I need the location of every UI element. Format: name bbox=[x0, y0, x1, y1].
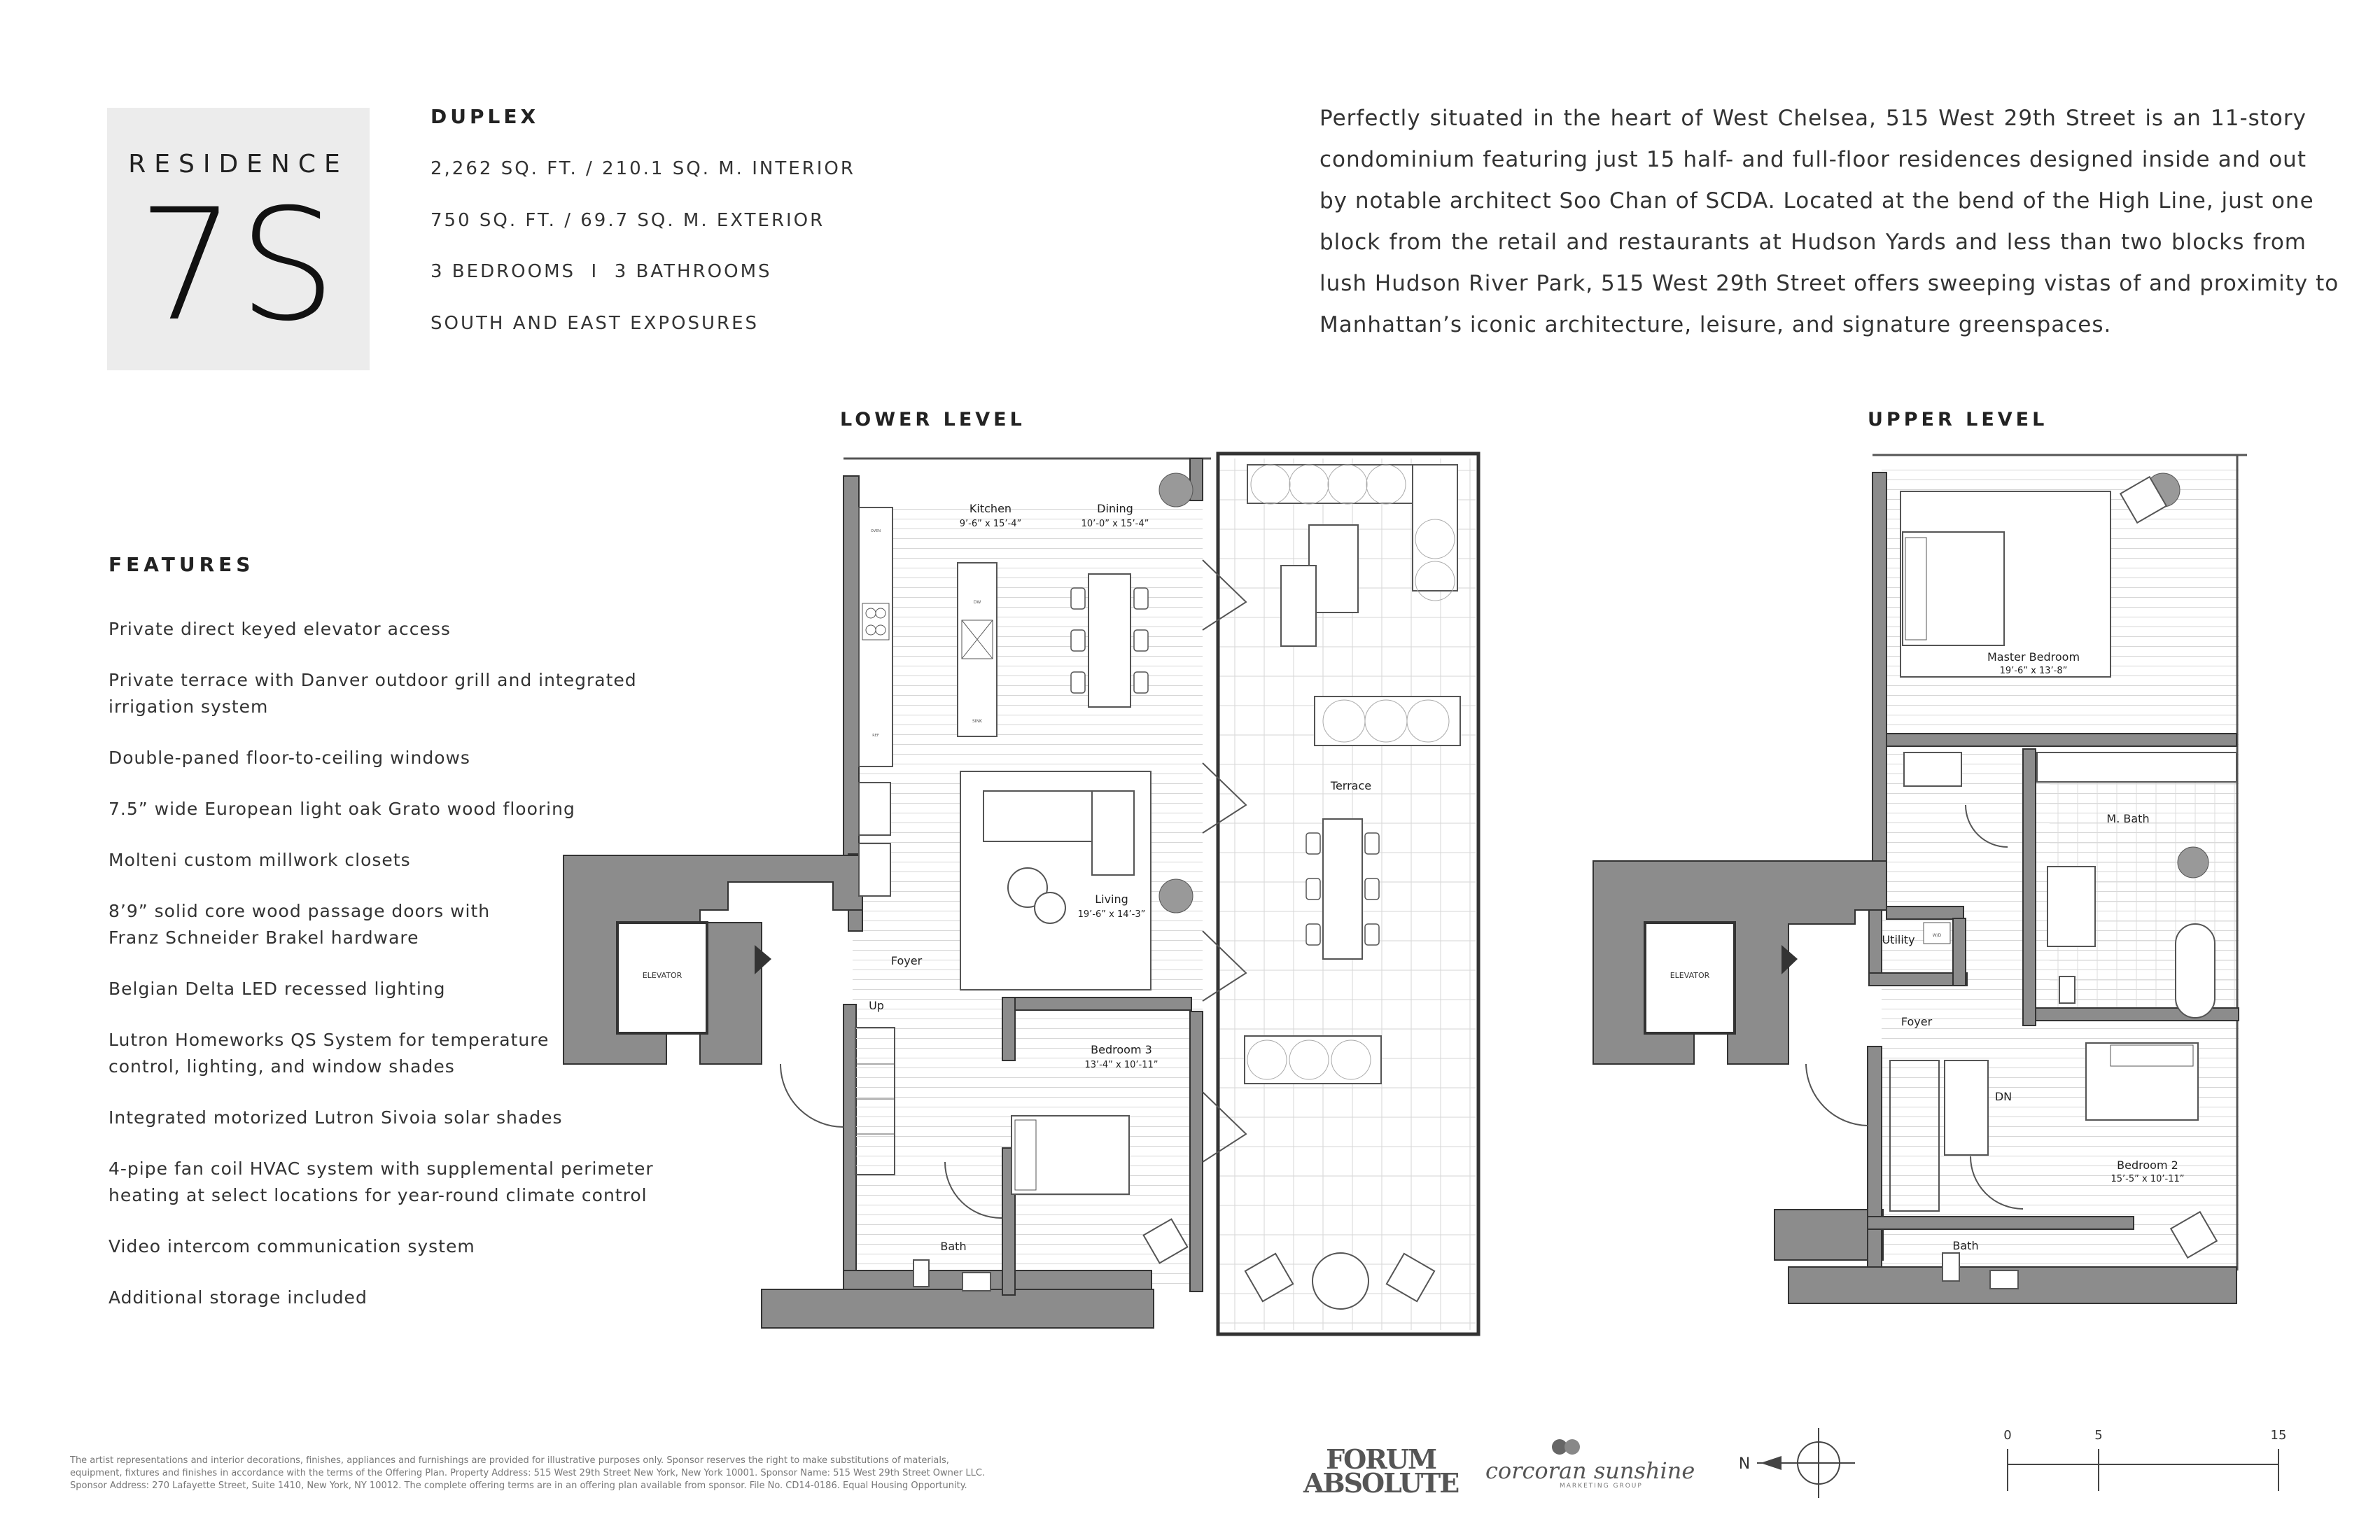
svg-text:15: 15 bbox=[2270, 1428, 2287, 1443]
living-label: Living bbox=[1095, 892, 1128, 906]
corcoran-logo-mark bbox=[1550, 1438, 1581, 1455]
svg-text:OVEN: OVEN bbox=[870, 529, 881, 533]
feature-line: Double-paned floor-to-ceiling windows bbox=[108, 748, 470, 768]
upper-elevator-label: ELEVATOR bbox=[1670, 971, 1710, 980]
bathtub bbox=[2176, 924, 2215, 1018]
entry-arrow-icon bbox=[755, 945, 771, 974]
residence-label: RESIDENCE bbox=[128, 150, 349, 178]
dn-label: DN bbox=[1994, 1090, 2012, 1103]
feature-line: Belgian Delta LED recessed lighting bbox=[108, 979, 446, 999]
upper-bath-label: Bath bbox=[1952, 1239, 1979, 1252]
bedroom2-label: Bedroom 2 bbox=[2117, 1158, 2178, 1172]
residence-number: 7S bbox=[137, 176, 340, 355]
feature-line: heating at select locations for year-round climate control bbox=[108, 1185, 648, 1205]
lower-level-plan bbox=[564, 454, 1478, 1334]
kitchen-island bbox=[958, 563, 997, 736]
intro-line: lush Hudson River Park, 515 West 29th Street offers sweeping vistas of and proximity to bbox=[1320, 271, 2339, 296]
corcoran-sunshine-logo: corcoran sunshine bbox=[1485, 1457, 1695, 1484]
svg-text:5: 5 bbox=[2094, 1428, 2103, 1443]
spec-exterior: 750 SQ. FT. / 69.7 SQ. M. EXTERIOR bbox=[430, 210, 825, 231]
living-dim: 19’-6” x 14’-3” bbox=[1077, 909, 1146, 920]
intro-line: by notable architect Soo Chan of SCDA. Located at the bend of the High Line, just one bbox=[1320, 188, 2314, 214]
svg-text:DW: DW bbox=[973, 600, 981, 605]
master-label: Master Bedroom bbox=[1987, 650, 2080, 664]
spec-exposures: SOUTH AND EAST EXPOSURES bbox=[430, 313, 759, 334]
forum-absolute-logo: FORUM ABSOLUTE bbox=[1303, 1443, 1459, 1499]
svg-text:REF: REF bbox=[872, 734, 879, 738]
feature-line: Video intercom communication system bbox=[108, 1236, 475, 1256]
scale-bar bbox=[2003, 1428, 2286, 1491]
feature-line: Private terrace with Danver outdoor grill and integrated bbox=[108, 670, 637, 690]
terrace-label: Terrace bbox=[1330, 779, 1372, 792]
spec-type: DUPLEX bbox=[430, 105, 540, 128]
features-title: FEATURES bbox=[108, 553, 255, 576]
stairs bbox=[855, 1028, 895, 1175]
spec-rooms: 3 BEDROOMS I 3 BATHROOMS bbox=[430, 261, 772, 282]
feature-line: Molteni custom millwork closets bbox=[108, 850, 411, 870]
foyer-label: Foyer bbox=[890, 954, 923, 967]
feature-line: control, lighting, and window shades bbox=[108, 1056, 455, 1077]
utility-label: Utility bbox=[1882, 933, 1915, 946]
terrace-table bbox=[1323, 819, 1362, 959]
lower-elevator-label: ELEVATOR bbox=[642, 971, 682, 980]
intro-line: block from the retail and restaurants at Hudson Yards and less than two blocks from bbox=[1320, 230, 2306, 255]
feature-line: Franz Schneider Brakel hardware bbox=[108, 927, 419, 948]
intro-line: Perfectly situated in the heart of West Chelsea, 515 West 29th Street is an 11-story bbox=[1320, 106, 2306, 131]
bedroom3-label: Bedroom 3 bbox=[1091, 1043, 1152, 1056]
dining-table bbox=[1088, 574, 1130, 707]
corcoran-sub: MARKETING GROUP bbox=[1560, 1483, 1643, 1490]
up-label: Up bbox=[869, 999, 884, 1012]
upper-level-title: UPPER LEVEL bbox=[1868, 409, 2048, 430]
feature-line: Additional storage included bbox=[108, 1287, 368, 1308]
feature-line: 4-pipe fan coil HVAC system with supplemental perimeter bbox=[108, 1158, 654, 1179]
svg-text:0: 0 bbox=[2003, 1428, 2012, 1443]
column bbox=[1159, 473, 1193, 507]
master-dim: 19’-6” x 13’-8” bbox=[1999, 666, 2068, 676]
spec-interior: 2,262 SQ. FT. / 210.1 SQ. M. INTERIOR bbox=[430, 158, 855, 179]
entry-arrow-icon bbox=[1782, 945, 1798, 974]
feature-line: 7.5” wide European light oak Grato wood flooring bbox=[108, 799, 575, 819]
dining-dim: 10’-0” x 15’-4” bbox=[1081, 519, 1149, 529]
feature-line: 8’9” solid core wood passage doors with bbox=[108, 901, 491, 921]
intro-line: condominium featuring just 15 half- and full-floor residences designed inside and out bbox=[1320, 147, 2306, 172]
svg-text:W/D: W/D bbox=[1932, 933, 1942, 938]
compass-n-label: N bbox=[1738, 1455, 1751, 1473]
feature-line: Lutron Homeworks QS System for temperature bbox=[108, 1030, 550, 1050]
bedroom3-dim: 13’-4” x 10’-11” bbox=[1084, 1060, 1158, 1070]
lower-level-title: LOWER LEVEL bbox=[840, 409, 1026, 430]
lower-bath-label: Bath bbox=[940, 1240, 967, 1253]
feature-line: irrigation system bbox=[108, 696, 269, 717]
feature-line: Private direct keyed elevator access bbox=[108, 619, 451, 639]
north-compass-icon bbox=[1739, 1428, 1855, 1498]
kitchen-dim: 9’-6” x 15’-4” bbox=[959, 519, 1022, 529]
svg-text:SINK: SINK bbox=[972, 719, 983, 724]
intro-line: Manhattan’s iconic architecture, leisure, and signature greenspaces. bbox=[1320, 312, 2112, 337]
upper-level-plan bbox=[1593, 455, 2247, 1303]
feature-line: Integrated motorized Lutron Sivoia solar shades bbox=[108, 1107, 563, 1128]
mbath-label: M. Bath bbox=[2106, 812, 2150, 825]
upper-foyer-label: Foyer bbox=[1900, 1015, 1933, 1028]
disclaimer: The artist representations and interior decorations, finishes, appliances and furnishings are provided for illustrative purposes only. Sponsor reserves the right to make substitutions of materials, equipment, fixtures and finishes in accordance with the terms of the Offering Plan. Property Address: 515 West 29th Street New York, New York 10001. Sponsor Name: 515 West 29th Street Owner LLC. Sponsor Address: 270 Lafayette Street, Suite 1410, New York, NY 10012. The complete offering terms are in an offering plan available from sponsor. File No. CD14-0186. Equal Housing Opportunity. bbox=[70, 1455, 986, 1491]
kitchen-label: Kitchen bbox=[969, 502, 1012, 515]
dining-label: Dining bbox=[1097, 502, 1133, 515]
bedroom2-dim: 15’-5” x 10’-11” bbox=[2110, 1174, 2185, 1184]
